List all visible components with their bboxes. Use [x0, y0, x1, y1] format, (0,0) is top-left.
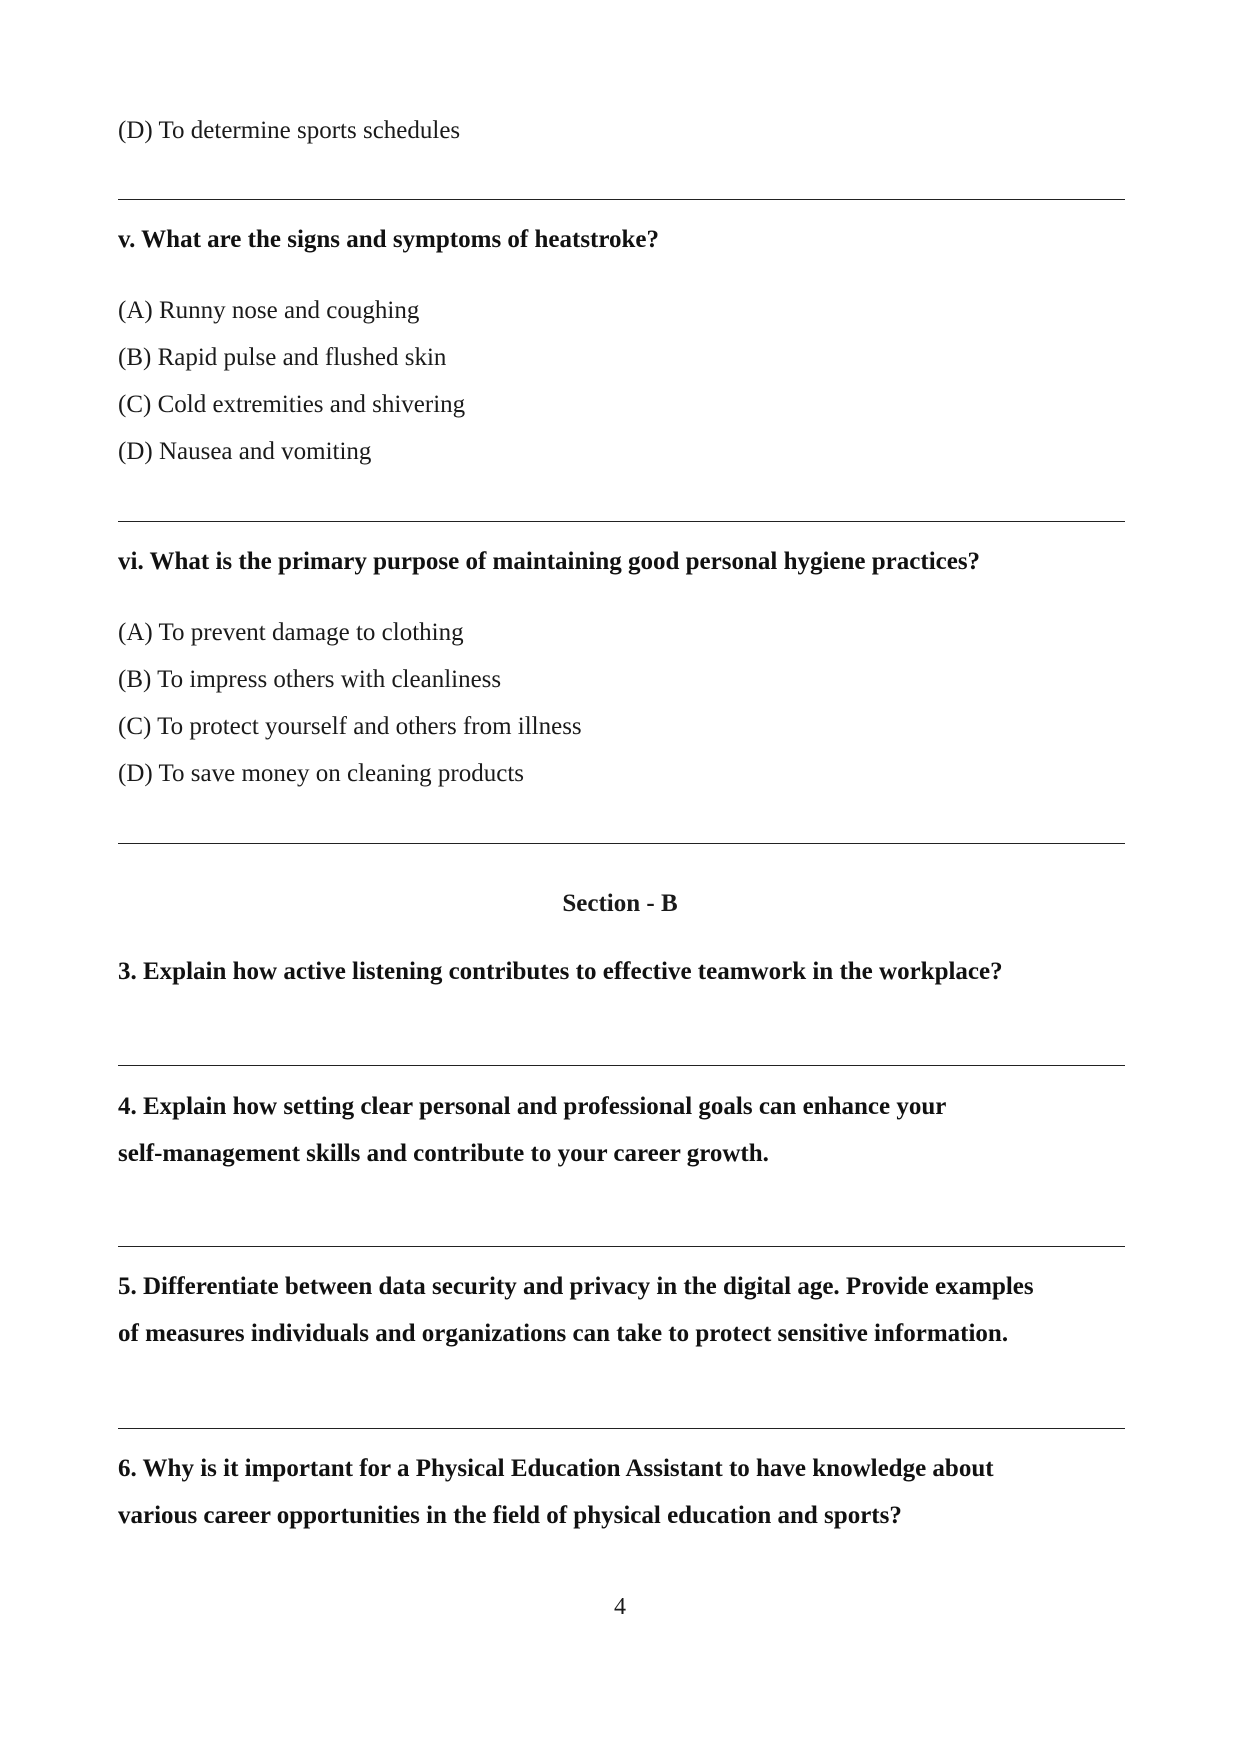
option-c: (C) To protect yourself and others from illness: [118, 713, 582, 740]
question-v: v. What are the signs and symptoms of heatstroke?: [118, 226, 660, 253]
question-6-line-1: 6. Why is it important for a Physical Education Assistant to have knowledge about: [118, 1455, 994, 1482]
question-4-line-1: 4. Explain how setting clear personal and professional goals can enhance your: [118, 1093, 947, 1120]
divider: [118, 521, 1125, 522]
question-4-line-2: self-management skills and contribute to your career growth.: [118, 1140, 769, 1167]
divider: [118, 1428, 1125, 1429]
option-b: (B) To impress others with cleanliness: [118, 666, 502, 693]
question-5-line-1: 5. Differentiate between data security and privacy in the digital age. Provide examples: [118, 1273, 1034, 1300]
option-d-prev: (D) To determine sports schedules: [118, 117, 461, 144]
question-6-line-2: various career opportunities in the field of physical education and sports?: [118, 1502, 902, 1529]
option-d: (D) To save money on cleaning products: [118, 760, 525, 787]
question-5-line-2: of measures individuals and organizations can take to protect sensitive information.: [118, 1320, 1009, 1347]
option-a: (A) To prevent damage to clothing: [118, 619, 464, 646]
option-d: (D) Nausea and vomiting: [118, 438, 372, 465]
question-3-line-1: 3. Explain how active listening contributes to effective teamwork in the workplace?: [118, 958, 1003, 985]
page-number: 4: [614, 1594, 626, 1620]
divider: [118, 1065, 1125, 1066]
divider: [118, 843, 1125, 844]
option-a: (A) Runny nose and coughing: [118, 297, 420, 324]
divider: [118, 199, 1125, 200]
option-c: (C) Cold extremities and shivering: [118, 391, 466, 418]
section-b-title: Section - B: [562, 890, 678, 917]
question-vi: vi. What is the primary purpose of maintaining good personal hygiene practices?: [118, 548, 981, 575]
divider: [118, 1246, 1125, 1247]
option-b: (B) Rapid pulse and flushed skin: [118, 344, 447, 371]
